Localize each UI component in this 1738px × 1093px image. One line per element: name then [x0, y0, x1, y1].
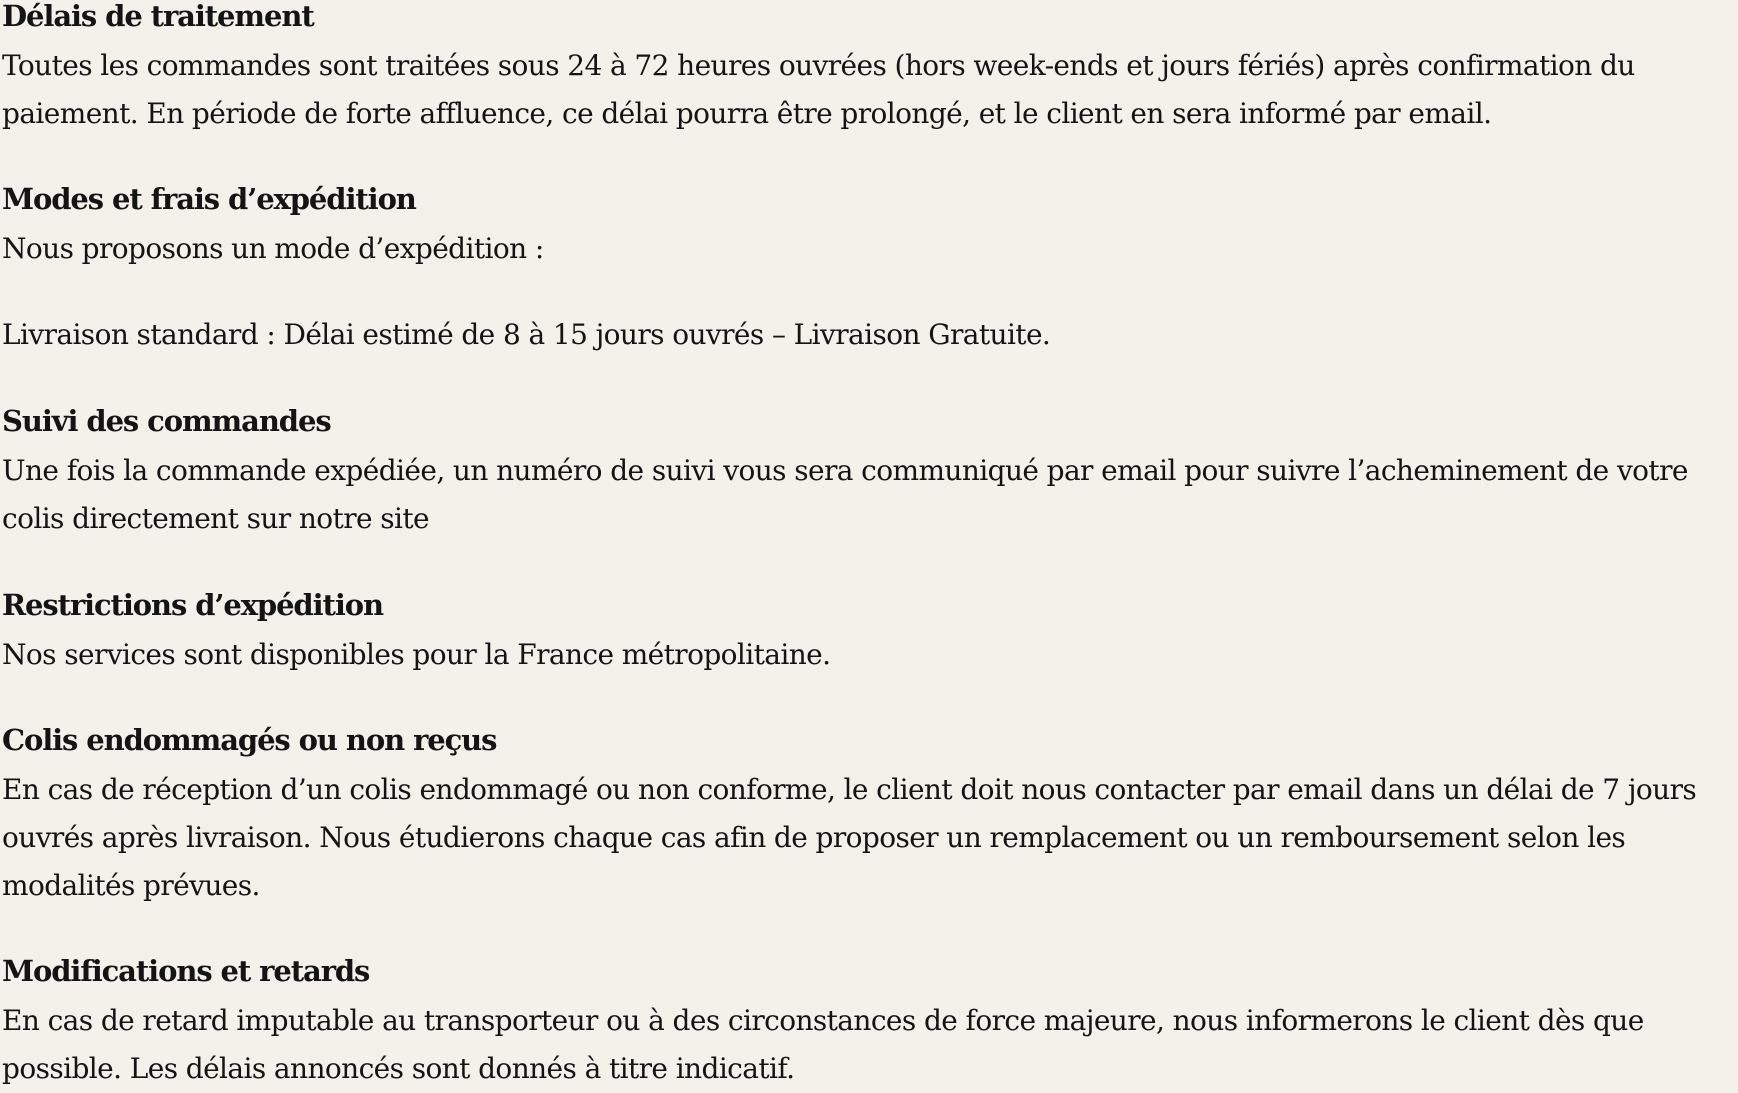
- section-shipping-methods: [2, 183, 1736, 359]
- section-title: Modes et frais d’expédition: [2, 182, 416, 216]
- section-order-tracking: [2, 405, 1736, 543]
- section-title: Colis endommagés ou non reçus: [2, 723, 497, 757]
- section-title: Suivi des commandes: [2, 404, 331, 438]
- section-paragraph: Toutes les commandes sont traitées sous 24 à 72 heures ouvrées (hors week-ends et jours fériés) après confirmation du paiement. En période de forte affluence, ce délai pourra être prolongé, et le client en sera informé par email.: [2, 49, 1635, 130]
- section-title: Délais de traitement: [2, 0, 314, 33]
- section-paragraph: Une fois la commande expédiée, un numéro de suivi vous sera communiqué par email pour suivre l’acheminement de votre colis directement sur notre site: [2, 454, 1688, 535]
- section-paragraph: Nos services sont disponibles pour la France métropolitaine.: [2, 638, 831, 671]
- section-paragraph: En cas de réception d’un colis endommagé ou non conforme, le client doit nous contacter par email dans un délai de 7 jours ouvrés après livraison. Nous étudierons chaque cas afin de proposer un remplacement ou un remboursement selon les modalités prévues.: [2, 773, 1697, 902]
- section-paragraph: En cas de retard imputable au transporteur ou à des circonstances de force majeure, nous informerons le client dès que possible. Les délais annoncés sont donnés à titre indicatif.: [2, 1004, 1644, 1085]
- section-processing-time: [2, 0, 1736, 138]
- section-paragraph: Nous proposons un mode d’expédition :: [2, 232, 544, 265]
- section-shipping-restrictions: [2, 589, 1736, 679]
- section-title: Restrictions d’expédition: [2, 588, 383, 622]
- section-paragraph: Livraison standard : Délai estimé de 8 à 15 jours ouvrés – Livraison Gratuite.: [2, 318, 1051, 351]
- section-damaged-packages: [2, 724, 1736, 910]
- section-changes-delays: [2, 955, 1736, 1093]
- section-title: Modifications et retards: [2, 954, 370, 988]
